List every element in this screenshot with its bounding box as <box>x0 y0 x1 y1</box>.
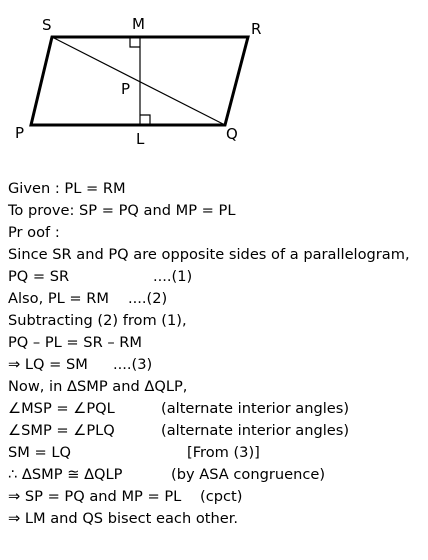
diagonal-sq <box>52 37 225 125</box>
eq1-line <box>8 268 193 286</box>
vertex-label-p: P <box>15 124 25 142</box>
eq3-text: ⇒ LQ = SM <box>8 356 88 373</box>
angle1-reason: (alternate interior angles) <box>161 400 350 417</box>
eq2-text: Also, PL = RM <box>8 290 110 307</box>
side-line <box>8 444 260 462</box>
cpct-reason: (cpct) <box>200 488 243 505</box>
side-reason: [From (3)] <box>187 444 260 461</box>
eq1-text: PQ = SR <box>8 268 70 285</box>
eq2-tag: ....(2) <box>128 290 168 307</box>
since-line: Since SR and PQ are opposite sides of a parallelogram, <box>8 246 410 263</box>
difference-line: PQ – PL = SR – RM <box>8 334 143 351</box>
congruent-text: ∴ ΔSMP ≅ ΔQLP <box>8 466 123 483</box>
subtract-line: Subtracting (2) from (1), <box>8 312 187 329</box>
eq1-tag: ....(1) <box>153 268 193 285</box>
to-prove-line: To prove: SP = PQ and MP = PL <box>8 202 236 219</box>
congruent-reason: (by ASA congruence) <box>171 466 326 483</box>
angle1-text: ∠MSP = ∠PQL <box>8 400 115 417</box>
angle2-text: ∠SMP = ∠PLQ <box>8 422 115 439</box>
cpct-text: ⇒ SP = PQ and MP = PL <box>8 488 182 505</box>
vertex-label-r: R <box>251 20 262 38</box>
eq3-line <box>8 356 153 374</box>
conclusion-line: ⇒ LM and QS bisect each other. <box>8 510 239 527</box>
side-text: SM = LQ <box>8 444 71 461</box>
vertex-label-p-inner: P <box>121 80 131 98</box>
cpct-line <box>8 488 243 506</box>
vertex-label-m: M <box>132 15 145 33</box>
vertex-label-l: L <box>136 130 145 148</box>
angle1-line <box>8 400 350 418</box>
proof-heading: Pr oof : <box>8 224 60 241</box>
eq3-tag: ....(3) <box>113 356 153 373</box>
vertex-label-s: S <box>42 16 52 34</box>
given-line: Given : PL = RM <box>8 180 126 197</box>
congruent-line <box>8 466 326 484</box>
vertex-label-q: Q <box>226 125 238 143</box>
now-line: Now, in ΔSMP and ΔQLP, <box>8 378 188 395</box>
angle2-reason: (alternate interior angles) <box>161 422 350 439</box>
parallelogram-figure <box>0 0 428 175</box>
eq2-line <box>8 290 168 308</box>
angle2-line <box>8 422 350 440</box>
